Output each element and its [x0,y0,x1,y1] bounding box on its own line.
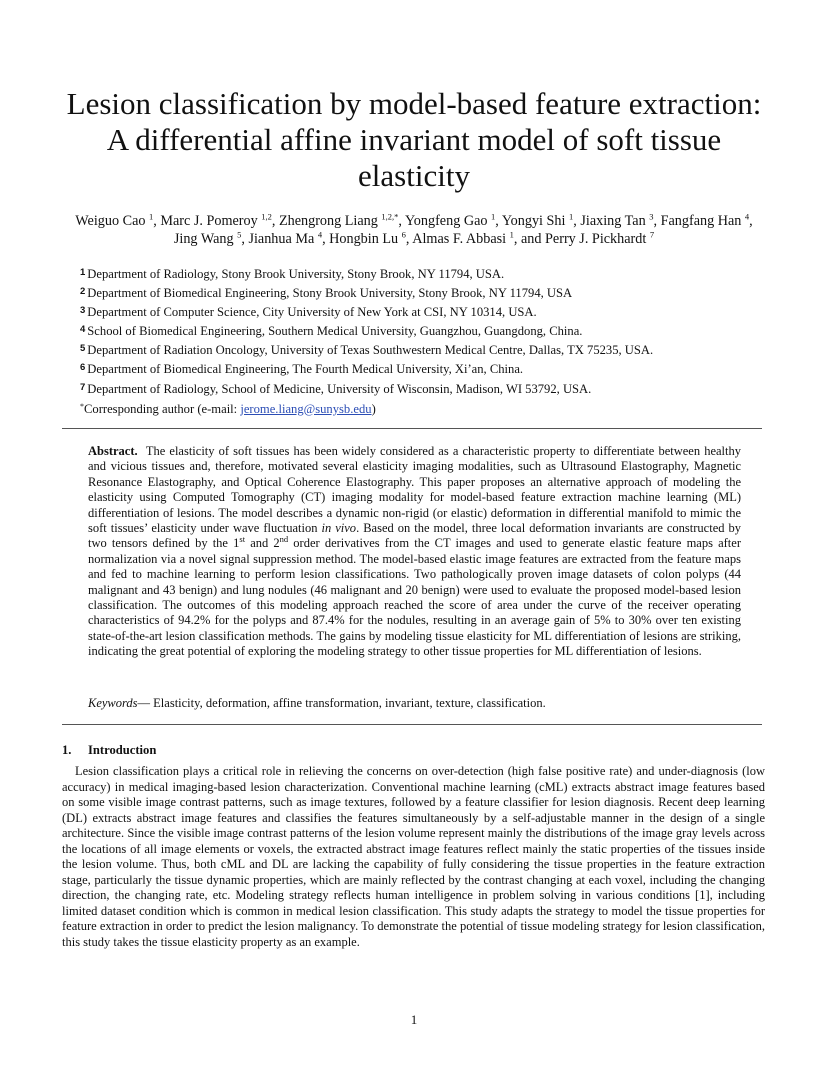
corresponding-author [80,398,653,418]
abstract-text-1: The elasticity of soft tissues has been widely considered as a characteristic property to differentiate between healthy and vicious tissues and, therefore, motivated several elasticity imaging modalities, such as Ultrasound Elastography, Magnetic Resonance Elastography, and Optical Coherence Elastography. This paper proposes an alternative approach of modeling the elasticity using Computed Tomography (CT) imaging modality for model-based feature extraction machine learning (ML) differentiation of lesions. The model describes a dynamic non-rigid (or elastic) deformation in differential manifold to mimic the soft tissues’ elasticity under wave fluctuation [88,444,741,536]
section-heading [62,743,156,758]
section-number: 1. [62,743,72,757]
author-affiliation-marker: 4 [744,211,750,222]
abstract-text-3: and 2 [245,536,280,551]
author-affiliation-marker: 5 [237,229,242,240]
affiliation-text: School of Biomedical Engineering, Southern Medical University, Guangzhou, Guangdong, China. [87,324,583,339]
author-affiliation-marker: 3 [649,211,654,222]
abstract-text-4: order derivatives from the CT images and used to generate elastic feature maps after normalization via a novel signal suppression method. The model-based elastic image features are extracted from the feature maps and fed to machine learning to perform lesion classifications. Two pathologically proven image datasets of colon polyps (44 malignant and 43 benign) and lung nodules (46 malignant and 20 benign) were used to evaluate the proposed model-based lesion classification. The outcomes of this modeling approach reached the score of area under the curve of the receiver operating characteristics of 94.2% for the polyps and 87.4% for the nodules, resulting in an average gain of 5% to 30% over ten existing state-of-the-art lesion classification methods. The gains by modeling tissue elasticity for ML differentiation of lesions are striking, indicating the great potential of exploring the modeling strategy to other tissue properties for ML differentiation of lesions. [88,536,741,659]
abstract-label: Abstract. [88,444,138,458]
affiliation-text: Department of Biomedical Engineering, The Fourth Medical University, Xi’an, China. [87,362,524,377]
author-name: Perry J. Pickhardt [545,231,647,247]
author-name: Marc J. Pomeroy [160,213,258,229]
author-separator: , [653,213,661,229]
author-separator: , [241,231,249,247]
affiliation-item [80,283,653,302]
divider-bottom [62,724,762,725]
author-name: Yongyi Shi [501,213,566,229]
affiliation-item [80,321,653,340]
affiliation-item [80,264,653,283]
affiliation-item [80,340,653,359]
author-name: Zhengrong Liang [278,213,378,229]
author-name: Weiguo Cao [75,213,146,229]
keywords-dash: — [137,696,151,710]
divider-top [62,428,762,429]
author-name: Almas F. Abbasi [412,231,507,247]
author-name: Fangfang Han [660,213,742,229]
author-affiliation-marker: 1 [569,211,574,222]
affiliation-number: 3 [80,305,86,317]
affiliation-text: Department of Computer Science, City University of New York at CSI, NY 10314, USA. [87,305,537,320]
affiliation-text: Department of Biomedical Engineering, Stony Brook University, Stony Brook, NY 11794, USA [87,286,573,301]
abstract-sup-nd: nd [279,534,289,545]
section-title: Introduction [88,743,157,757]
affiliation-item [80,379,653,398]
author-separator: , [398,213,405,229]
author-name: Jianhua Ma [248,231,315,247]
author-separator: , [495,213,502,229]
abstract-in-vivo: in vivo [321,521,357,536]
paper-title: Lesion classification by model-based feature extraction: A differential affine invariant model of soft tissue elasticity [66,86,762,193]
affiliation-number: 6 [80,362,86,374]
abstract [88,444,741,660]
author-list [62,212,766,248]
author-affiliation-marker: 1 [149,211,154,222]
affiliation-text: Department of Radiation Oncology, University of Texas Southwestern Medical Centre, Dallas, TX 75235, USA. [87,343,654,358]
author-affiliation-marker: 1,2 [261,211,272,222]
author-separator: , [749,213,753,229]
author-name: Jiaxing Tan [580,213,646,229]
author-affiliation-marker: 7 [649,229,655,240]
author-separator: , and [513,231,546,247]
author-affiliation-marker: 6 [401,229,406,240]
affiliation-number: 1 [80,267,86,278]
keywords-text: Elasticity, deformation, affine transformation, invariant, texture, classification. [150,696,546,710]
author-affiliation-marker: 4 [317,229,323,240]
introduction-paragraph: Lesion classification plays a critical role in relieving the concerns on over-detection (high false positive rate) and under-diagnosis (low accuracy) in medical imaging-based lesion characterization. Conventional machine learning (cML) extracts abstract image features based on some visible image contrast patterns, such as image textures, followed by a feature classifier for lesion diagnosis. Recent deep learning (DL) extracts abstract image features and classifies the features simultaneously by a self-adjustable manner in the design of a single architecture. Since the visible image contrast patterns of the lesion volume represent mainly the distributions of the image gray levels across the locations of all image elements or voxels, the extracted abstract image features reflect mainly the static properties of the tissues inside the lesion volume. Thus, both cML and DL are lacking the capability of fully considering the tissue properties in the feature extraction stage, particularly the tissue dynamic properties, which are mainly reflected by the contrast changing at each voxel, including the changing direction, the changing rate, etc. Modeling strategy reflects human intelligence in problem solving in various conditions [1], including limited dataset condition which is common in medical lesion classification. This study adapts the strategy to model the tissue properties for feature extraction in order to predict the lesion malignancy. To demonstrate the potential of tissue modeling strategy for lesion classification, this study takes the tissue elasticity property as an example. [62,764,765,950]
corresponding-prefix: Corresponding author (e-mail: [84,401,241,416]
author-separator: , [271,213,279,229]
author-affiliation-marker: 1 [509,229,514,240]
affiliation-item [80,359,653,378]
affiliation-number: 7 [80,381,86,393]
affiliation-number: 5 [80,343,86,355]
affiliation-text: Department of Radiology, Stony Brook University, Stony Brook, NY 11794, USA. [87,267,505,281]
author-name: Hongbin Lu [329,231,399,247]
corresponding-suffix: ) [371,401,376,416]
author-separator: , [322,231,330,247]
abstract-text-2: . Based on the model, three local deformation invariants are constructed by two tensors defined by the 1 [88,521,742,551]
affiliation-number: 2 [80,286,86,298]
corresponding-star: * [80,401,84,411]
abstract-sup-st: st [239,534,246,545]
affiliation-number: 4 [80,324,86,336]
affiliation-item [80,302,653,321]
author-affiliation-marker: 1 [491,211,496,222]
keywords-label: Keywords [88,696,138,710]
author-name: Yongfeng Gao [404,213,488,229]
author-separator: , [573,213,581,229]
corresponding-email-link[interactable]: jerome.liang@sunysb.edu [240,401,372,416]
author-separator: , [405,231,413,247]
author-affiliation-marker: 1,2,* [381,211,399,222]
keywords [88,695,546,711]
author-separator: , [153,213,161,229]
affiliation-text: Department of Radiology, School of Medicine, University of Wisconsin, Madison, WI 53792, USA. [87,381,592,396]
author-name: Jing Wang [173,231,234,247]
page-number: 1 [410,1012,418,1027]
affiliation-list [80,264,653,418]
